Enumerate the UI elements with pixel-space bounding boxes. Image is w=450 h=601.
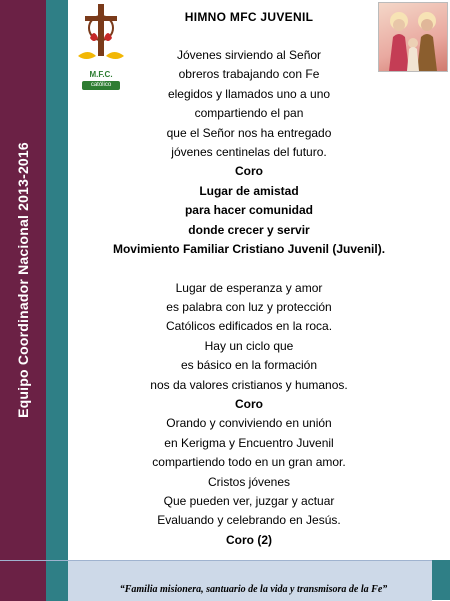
hymn-line: Coro <box>235 164 263 179</box>
stanza-gap <box>68 259 430 278</box>
teal-strip <box>46 0 68 560</box>
logo-initials: M.F.C. <box>89 70 113 79</box>
hymn-line: Que pueden ver, juzgar y actuar <box>163 493 335 508</box>
hymn-line: Coro <box>235 397 263 412</box>
hymn-line: compartiendo el pan <box>194 106 304 121</box>
hymn-content <box>68 10 430 550</box>
hymn-line: nos da valores cristianos y humanos. <box>150 377 348 392</box>
hymn-line: Orando y conviviendo en unión <box>166 416 332 431</box>
hymn-line: elegidos y llamados uno a uno <box>167 86 331 101</box>
hymn-line: Cristos jóvenes <box>207 474 291 489</box>
hymn-line: Lugar de esperanza y amor <box>175 280 323 295</box>
footer-teal-block <box>46 561 68 601</box>
hymn-line: Movimiento Familiar Cristiano Juvenil (Juvenil). <box>112 241 386 256</box>
footer-motto: “Familia misionera, santuario de la vida y transmisora de la Fe” <box>119 584 388 595</box>
hymn-line: Católicos edificados en la roca. <box>165 319 333 334</box>
hymn-line: obreros trabajando con Fe <box>178 67 320 82</box>
hymn-line: compartiendo todo en un gran amor. <box>152 455 346 470</box>
hymn-line: jóvenes centinelas del futuro. <box>171 144 327 159</box>
footer <box>0 560 432 601</box>
footer-right-edge <box>432 560 450 600</box>
hymn-line: Hay un ciclo que <box>204 338 294 353</box>
logo-subtitle: católico <box>82 81 120 90</box>
hymn-line: para hacer comunidad <box>184 203 314 218</box>
hymn-line: Lugar de amistad <box>199 183 299 198</box>
hymn-line: en Kerigma y Encuentro Juvenil <box>164 435 334 450</box>
hymn-line: Evaluando y celebrando en Jesús. <box>157 513 341 528</box>
sidebar-band <box>0 0 46 560</box>
hymn-line: es palabra con luz y protección <box>166 300 332 315</box>
hymn-line: es básico en la formación <box>180 358 318 373</box>
hymn-lines <box>68 46 430 550</box>
sidebar-vertical-text: Equipo Coordinador Nacional 2013-2016 <box>15 142 31 418</box>
hymn-line: Coro (2) <box>226 532 272 547</box>
footer-maroon-block <box>0 561 46 601</box>
hymn-line: que el Señor nos ha entregado <box>166 125 332 140</box>
hymn-line: donde crecer y servir <box>188 222 310 237</box>
hymn-title: HIMNO MFC JUVENIL <box>184 10 314 24</box>
hymn-line: Jóvenes sirviendo al Señor <box>176 48 322 62</box>
